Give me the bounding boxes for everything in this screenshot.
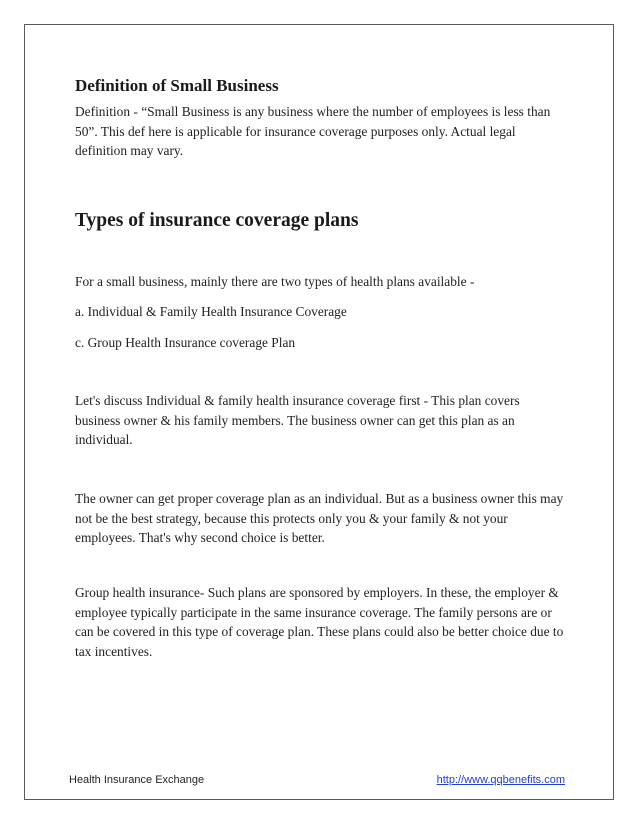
- types-item-a: a. Individual & Family Health Insurance Coverage: [75, 304, 347, 319]
- footer-website-link[interactable]: http://www.qqbenefits.com: [436, 774, 565, 786]
- page-footer: [69, 774, 565, 790]
- footer-title: Health Insurance Exchange: [69, 774, 205, 786]
- group-insurance-paragraph: Group health insurance- Such plans are sponsored by employers. In these, the employer & employee typically participate in the same insurance coverage. The family persons are or can be covered in this type of coverage plan. These plans could also be better choice due to tax incentives.: [75, 585, 564, 659]
- definition-paragraph: Definition - “Small Business is any business where the number of employees is less than 50”. This def here is applicable for insurance coverage purposes only. Actual legal definition may vary.: [75, 104, 551, 158]
- types-heading: Types of insurance coverage plans: [75, 210, 359, 231]
- types-intro-paragraph: For a small business, mainly there are two types of health plans available -: [75, 274, 475, 289]
- types-item-c: c. Group Health Insurance coverage Plan: [75, 335, 296, 350]
- definition-heading: Definition of Small Business: [75, 76, 279, 95]
- individual-plan-paragraph: Let's discuss Individual & family health insurance coverage first - This plan covers business owner & his family members. The business owner can get this plan as an individual.: [75, 393, 520, 447]
- owner-strategy-paragraph: The owner can get proper coverage plan as an individual. But as a business owner this may not be the best strategy, because this protects only you & your family & not your employees. That's why second choice is better.: [75, 491, 564, 545]
